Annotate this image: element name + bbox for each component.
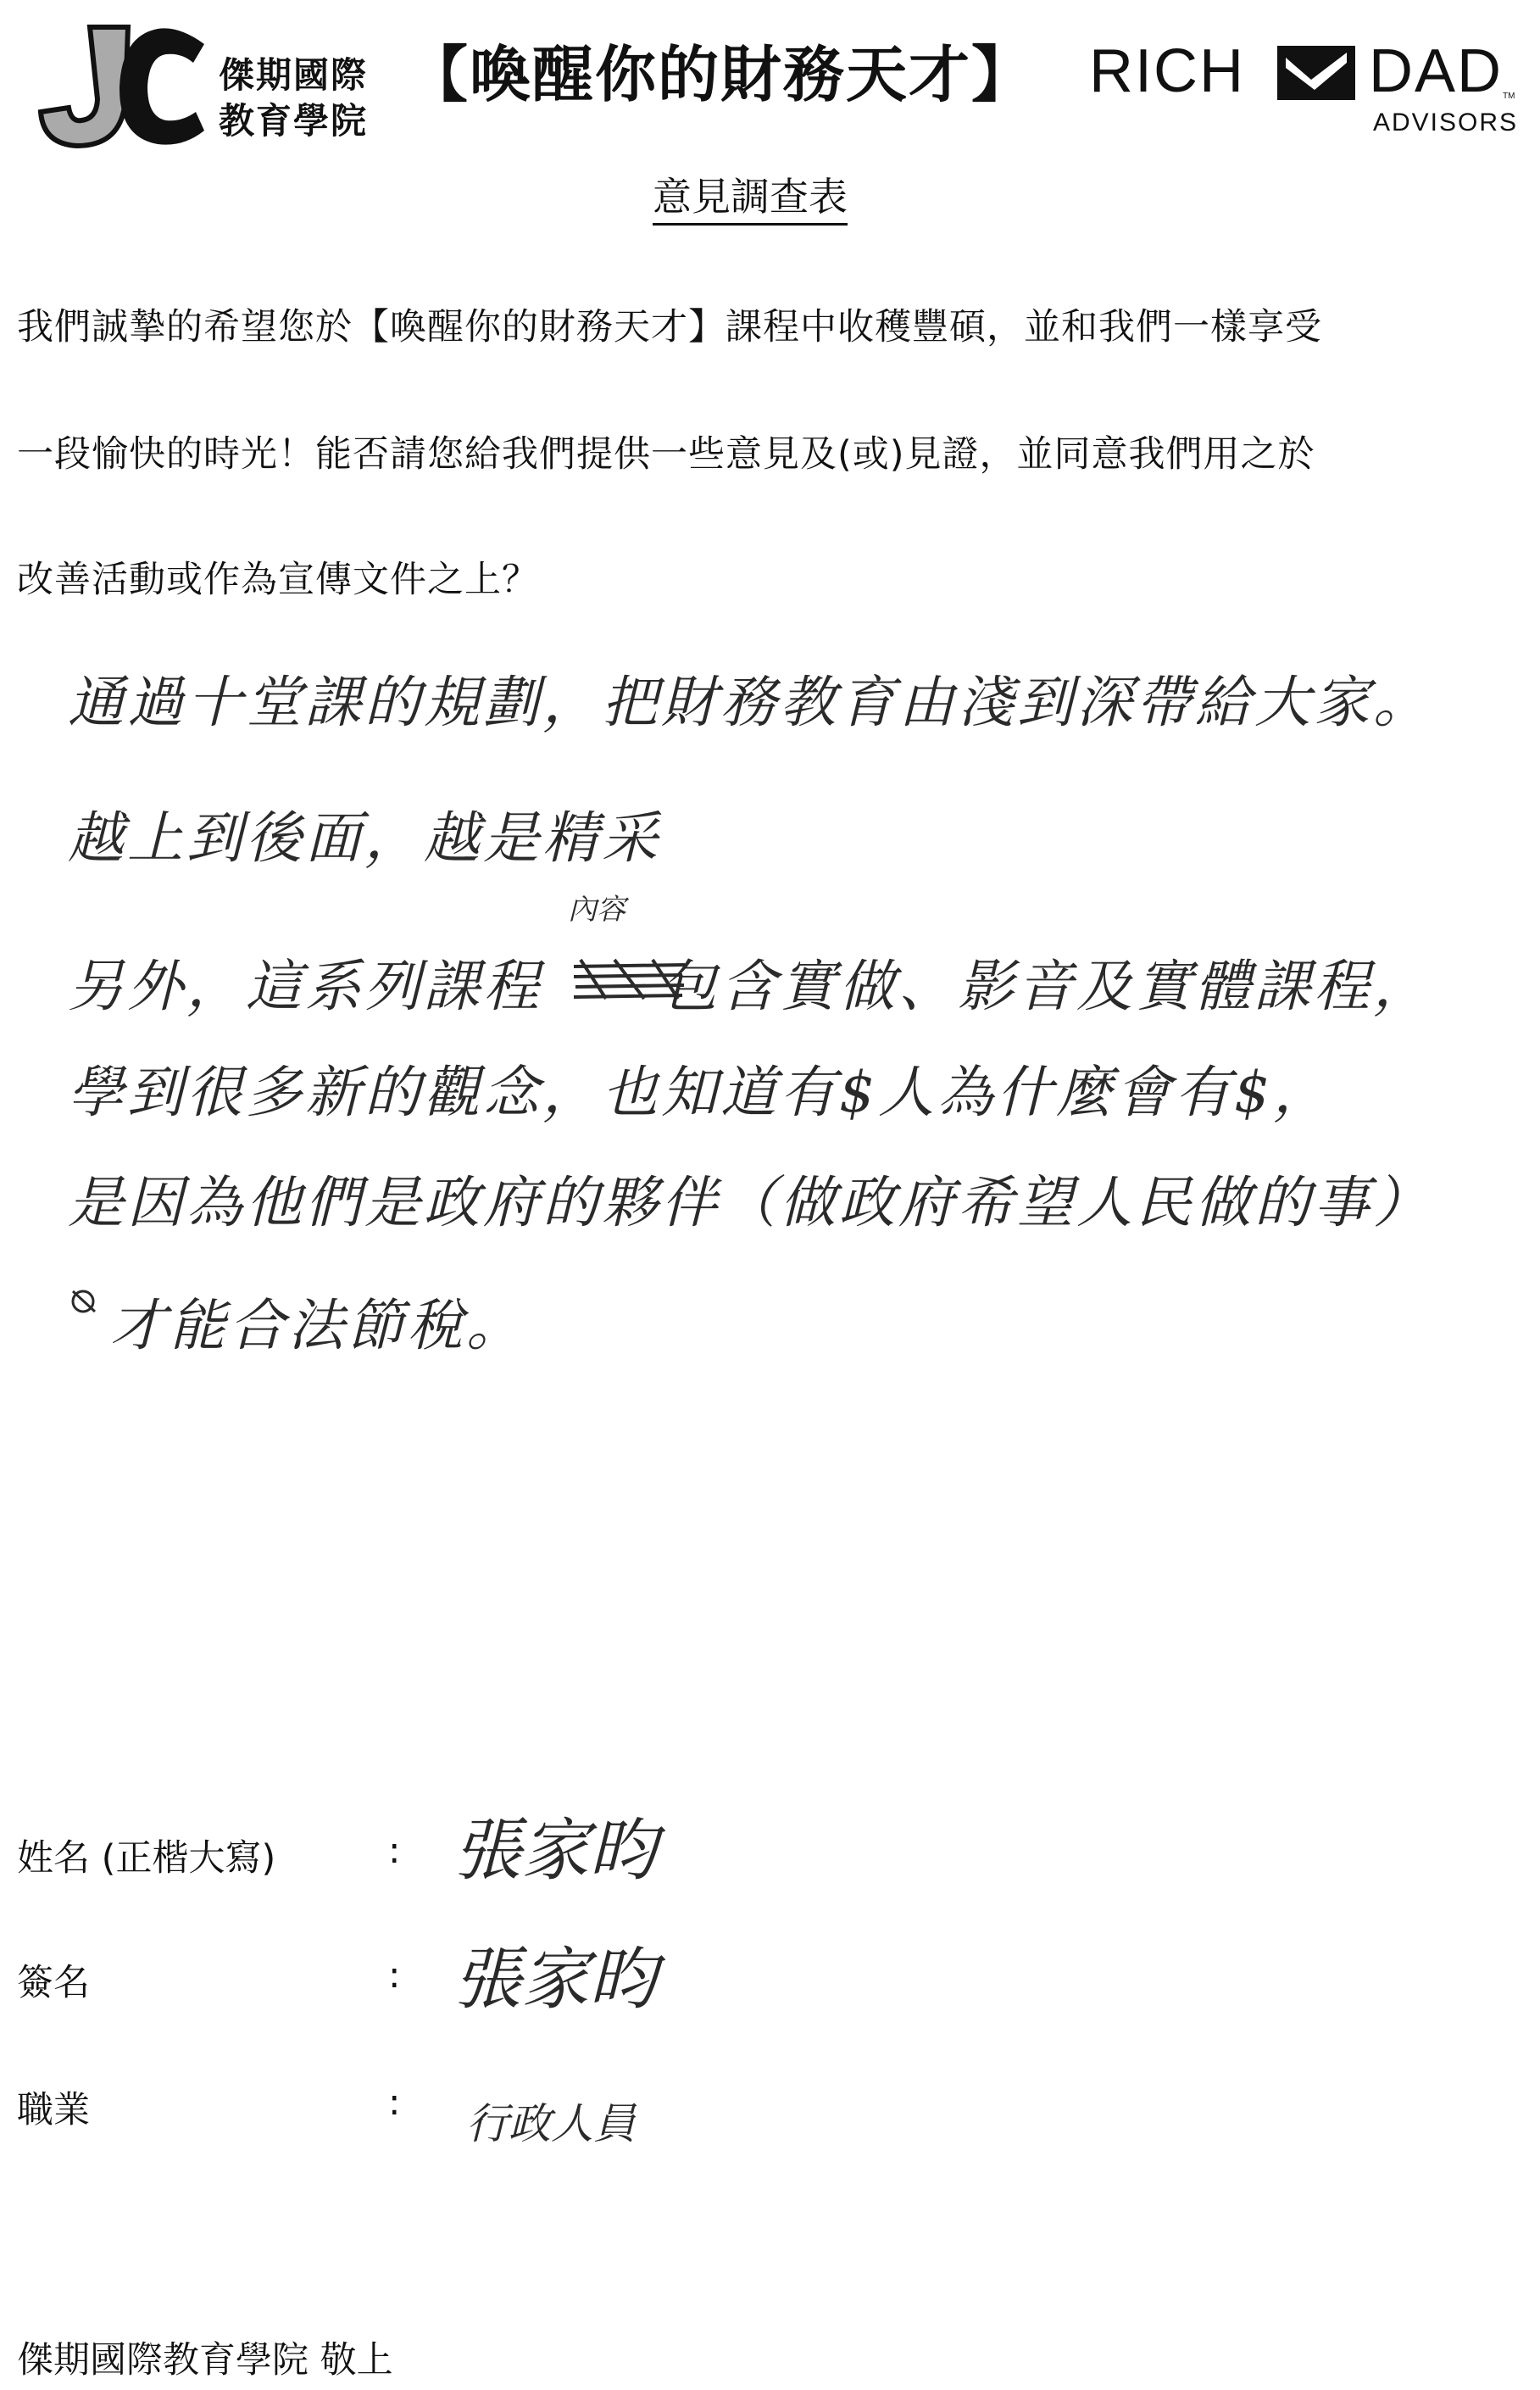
school-name-line2: 教育學院: [219, 100, 369, 142]
occupation-value-handwritten: 行政人員: [466, 2099, 636, 2148]
name-value-handwritten: 張家昀: [453, 1811, 657, 1890]
jc-logo: [31, 19, 213, 154]
intro-line-1: 我們誠摯的希望您於【喚醒你的財務天才】課程中收穫豐碩，並和我們一樣享受: [17, 306, 1322, 348]
signature-colon: :: [388, 1954, 401, 1997]
intro-line-3: 改善活動或作為宣傳文件之上？: [17, 559, 539, 601]
name-colon: :: [388, 1830, 401, 1872]
handwritten-line-5: 是因為他們是政府的夥伴（做政府希望人民做的事）: [68, 1170, 1432, 1235]
rich-dad-logo-sub: ADVISORS: [1373, 109, 1519, 136]
scribbled-out-word: [572, 958, 687, 1000]
handwritten-line-6: 才能合法節稅。: [110, 1293, 525, 1358]
handwritten-line-2: 越上到後面，越是精采: [68, 805, 661, 871]
margin-mark-icon: [64, 1284, 107, 1318]
handwritten-line-4: 學到很多新的觀念，也知道有$人為什麼會有$，: [68, 1060, 1332, 1125]
school-name-line1: 傑期國際: [219, 54, 369, 96]
footer-signoff: 傑期國際教育學院 敬上: [17, 2339, 393, 2382]
occupation-label: 職業: [17, 2089, 90, 2131]
handwritten-line-3: 另外，這系列課程 包含實做、影音及實體課程，: [68, 954, 1432, 1019]
occupation-colon: :: [388, 2081, 401, 2124]
school-name: [219, 53, 368, 144]
rich-dad-advisors-logo: [1089, 31, 1521, 141]
intro-line-2: 一段愉快的時光！能否請您給我們提供一些意見及(或)見證，並同意我們用之於: [17, 433, 1315, 476]
course-title: 【喚醒你的財務天才】: [407, 39, 1035, 110]
name-label: 姓名 (正楷大寫): [17, 1837, 276, 1880]
rich-dad-logo-tm: TM: [1503, 92, 1515, 101]
form-title: [0, 166, 1500, 222]
signature-handwritten: 張家昀: [453, 1940, 657, 2019]
handwritten-insert: 內容: [568, 893, 625, 927]
form-title-text: 意見調查表: [653, 174, 848, 226]
rich-dad-logo-word1: RICH: [1089, 37, 1245, 105]
rich-dad-logo-word2: DAD: [1369, 37, 1504, 105]
signature-label: 簽名: [17, 1962, 90, 2004]
rich-dad-logo-mark: [1277, 46, 1355, 100]
handwritten-line-1: 通過十堂課的規劃，把財務教育由淺到深帶給大家。: [68, 670, 1432, 735]
